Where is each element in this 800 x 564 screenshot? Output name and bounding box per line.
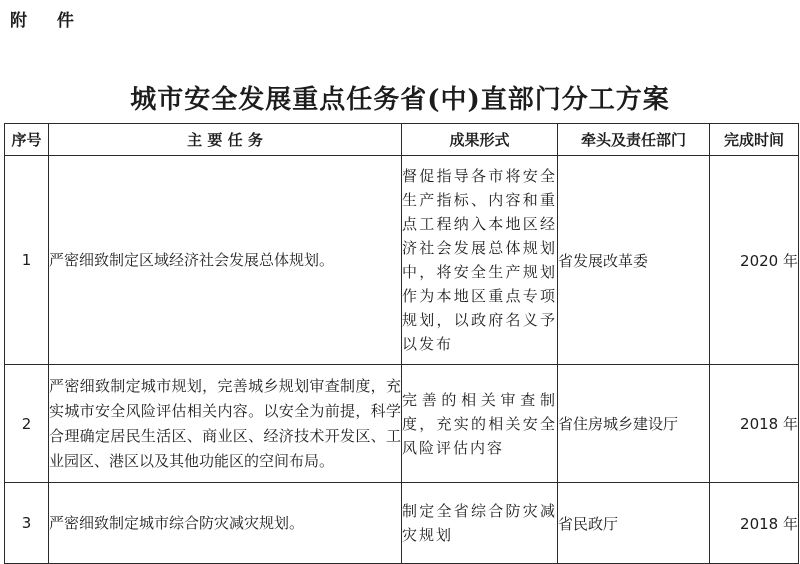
row-dept: 省发展改革委: [558, 156, 710, 365]
row-result: 完善的相关审查制度，充实的相关安全风险评估内容: [402, 365, 558, 483]
row-dept: 省住房城乡建设厅: [558, 365, 710, 483]
row-deadline: 2018 年: [710, 365, 799, 483]
row-dept: 省民政厅: [558, 483, 710, 564]
row-deadline: 2018 年: [710, 483, 799, 564]
row-result: 制定全省综合防灾减灾规划: [402, 483, 558, 564]
table-row: [5, 156, 799, 365]
header-deadline: 完成时间: [710, 124, 799, 156]
row-seq: 1: [5, 156, 49, 365]
task-assignment-table: [4, 123, 799, 564]
table-row: [5, 483, 799, 564]
document-title: 城市安全发展重点任务省(中)直部门分工方案: [130, 85, 670, 115]
row-task: 严密细致制定区域经济社会发展总体规划。: [49, 156, 402, 365]
header-dept: 牵头及责任部门: [558, 124, 710, 156]
table-row: [5, 365, 799, 483]
header-result: 成果形式: [402, 124, 558, 156]
row-deadline: 2020 年: [710, 156, 799, 365]
row-task: 严密细致制定城市规划，完善城乡规划审查制度，充实城市安全风险评估相关内容。以安全为前提，科学合理确定居民生活区、商业区、经济技术开发区、工业园区、港区以及其他功能区的空间布局。: [49, 365, 402, 483]
header-seq: 序号: [5, 124, 49, 156]
row-seq: 2: [5, 365, 49, 483]
row-result: 督促指导各市将安全生产指标、内容和重点工程纳入本地区经济社会发展总体规划中，将安全生产规划作为本地区重点专项规划，以政府名义予以发布: [402, 156, 558, 365]
attachment-label: 附 件: [10, 11, 86, 31]
header-task: 主 要 任 务: [49, 124, 402, 156]
table-header-row: [5, 124, 799, 156]
row-seq: 3: [5, 483, 49, 564]
row-task: 严密细致制定城市综合防灾减灾规划。: [49, 483, 402, 564]
